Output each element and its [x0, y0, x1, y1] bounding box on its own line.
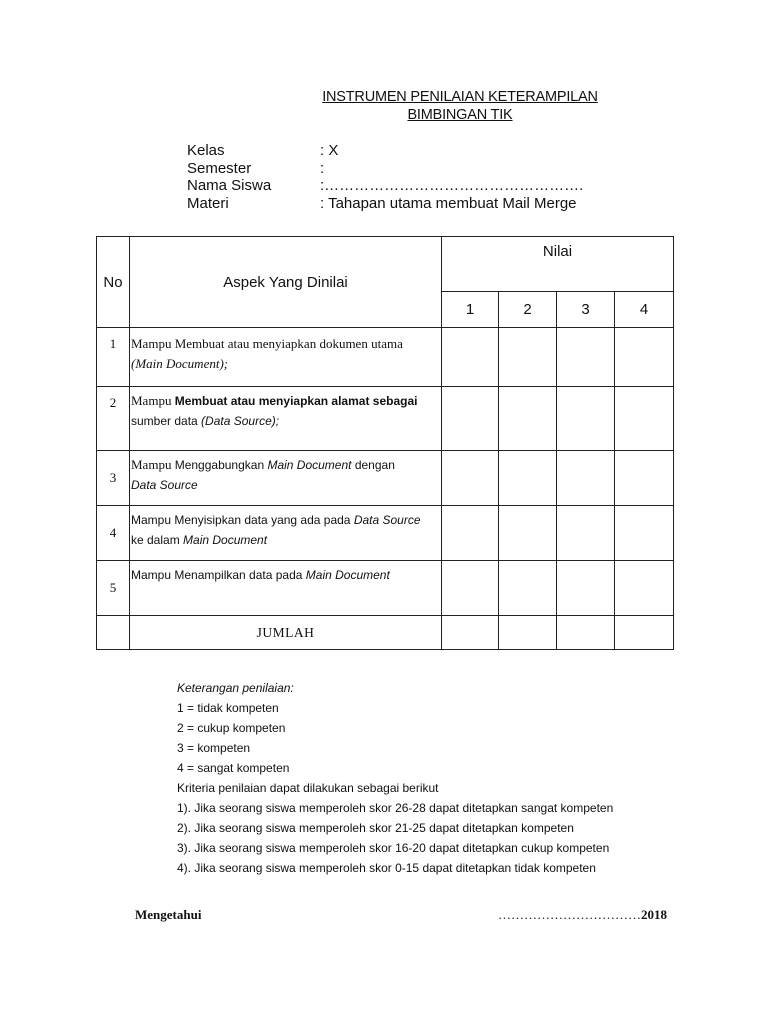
score-cell[interactable] — [442, 328, 499, 387]
total-no-cell — [97, 616, 130, 650]
header-no: No — [97, 237, 130, 328]
score-cell[interactable] — [442, 561, 499, 616]
score-header-3: 3 — [557, 292, 615, 328]
score-cell[interactable] — [499, 561, 557, 616]
meta-label: Nama Siswa — [187, 177, 272, 194]
score-cell[interactable] — [442, 506, 499, 561]
aspect-text: Data Source — [131, 478, 198, 492]
row-number: 5 — [97, 561, 130, 616]
aspect-text: Main Document — [267, 458, 352, 472]
table-row — [97, 387, 674, 451]
score-cell[interactable] — [499, 451, 557, 506]
aspect-cell — [130, 328, 442, 387]
document-title-line2: BIMBINGAN TIK — [407, 107, 513, 123]
notes-item: 1). Jika seorang siswa memperoleh skor 26-28 dapat ditetapkan sangat kompeten — [177, 801, 614, 815]
notes-heading: Keterangan penilaian: — [177, 681, 294, 695]
row-number: 2 — [97, 387, 130, 451]
score-header-4: 4 — [615, 292, 674, 328]
score-cell[interactable] — [442, 451, 499, 506]
notes-item: Kriteria penilaian dapat dilakukan sebagai berikut — [177, 781, 439, 795]
score-cell[interactable] — [557, 616, 615, 650]
aspect-cell — [130, 387, 442, 451]
row-number: 4 — [97, 506, 130, 561]
aspect-text: Main Document — [183, 533, 268, 547]
header-nilai: Nilai — [442, 237, 674, 292]
score-cell[interactable] — [499, 616, 557, 650]
aspect-line: (Main Document); — [131, 356, 229, 371]
score-cell[interactable] — [557, 561, 615, 616]
meta-value: : X — [320, 142, 339, 159]
score-cell[interactable] — [557, 451, 615, 506]
score-cell[interactable] — [557, 328, 615, 387]
header-aspek: Aspek Yang Dinilai — [130, 237, 442, 328]
score-cell[interactable] — [615, 561, 674, 616]
score-cell[interactable] — [499, 328, 557, 387]
notes-item: 2 = cukup kompeten — [177, 721, 286, 735]
meta-value: : — [320, 160, 325, 177]
meta-value: : Tahapan utama membuat Mail Merge — [320, 195, 577, 212]
score-cell[interactable] — [557, 506, 615, 561]
aspect-text: Data Source — [353, 513, 421, 527]
row-number: 1 — [97, 328, 130, 387]
aspect-prefix: Mampu — [131, 457, 175, 472]
score-cell[interactable] — [442, 616, 499, 650]
score-cell[interactable] — [499, 387, 557, 451]
row-number: 3 — [97, 451, 130, 506]
aspect-text: Mampu Menyisipkan data yang ada pada — [131, 513, 354, 527]
aspect-line: Mampu Membuat atau menyiapkan dokumen utama — [131, 336, 403, 351]
table-row — [97, 561, 674, 616]
notes-item: 3 = kompeten — [177, 741, 251, 755]
notes-item: 1 = tidak kompeten — [177, 701, 279, 715]
score-cell[interactable] — [615, 616, 674, 650]
score-cell[interactable] — [499, 506, 557, 561]
aspect-cell — [130, 451, 442, 506]
aspect-cell — [130, 506, 442, 561]
score-cell[interactable] — [442, 387, 499, 451]
aspect-prefix: Mampu — [131, 393, 175, 408]
score-cell[interactable] — [615, 506, 674, 561]
table-row — [97, 451, 674, 506]
date-year: 2018 — [641, 907, 667, 922]
document-title-line1: INSTRUMEN PENILAIAN KETERAMPILAN — [322, 89, 598, 105]
meta-value: :……………………………………………. — [320, 177, 584, 194]
score-cell[interactable] — [615, 328, 674, 387]
notes-item: 2). Jika seorang siswa memperoleh skor 21-25 dapat ditetapkan kompeten — [177, 821, 574, 835]
score-cell[interactable] — [615, 387, 674, 451]
meta-label: Materi — [187, 195, 229, 212]
score-cell[interactable] — [615, 451, 674, 506]
table-row — [97, 506, 674, 561]
score-header-1: 1 — [442, 292, 499, 328]
table-row — [97, 328, 674, 387]
total-row — [97, 616, 674, 650]
aspect-text: Main Document — [305, 568, 390, 582]
aspect-text: Mampu Menampilkan data pada — [131, 568, 306, 582]
footer-date — [498, 907, 667, 923]
meta-label: Semester — [187, 160, 252, 177]
score-cell[interactable] — [557, 387, 615, 451]
date-dots: …………………………… — [498, 907, 641, 922]
aspect-text: ke dalam — [131, 533, 184, 547]
footer-mengetahui: Mengetahui — [135, 907, 202, 922]
notes-item: 4). Jika seorang siswa memperoleh skor 0-15 dapat ditetapkan tidak kompeten — [177, 861, 596, 875]
aspect-cell — [130, 561, 442, 616]
assessment-table — [96, 236, 674, 650]
notes-section — [177, 678, 613, 878]
meta-label: Kelas — [187, 142, 225, 159]
aspect-text: Membuat atau menyiapkan alamat sebagai — [174, 394, 418, 408]
total-label: JUMLAH — [130, 616, 442, 650]
aspect-text: sumber data — [131, 414, 202, 428]
notes-item: 4 = sangat kompeten — [177, 761, 290, 775]
score-header-2: 2 — [499, 292, 557, 328]
notes-item: 3). Jika seorang siswa memperoleh skor 16-20 dapat ditetapkan cukup kompeten — [177, 841, 610, 855]
aspect-text: Menggabungkan — [174, 458, 268, 472]
aspect-text: dengan — [351, 458, 395, 472]
aspect-text: (Data Source); — [201, 414, 280, 428]
